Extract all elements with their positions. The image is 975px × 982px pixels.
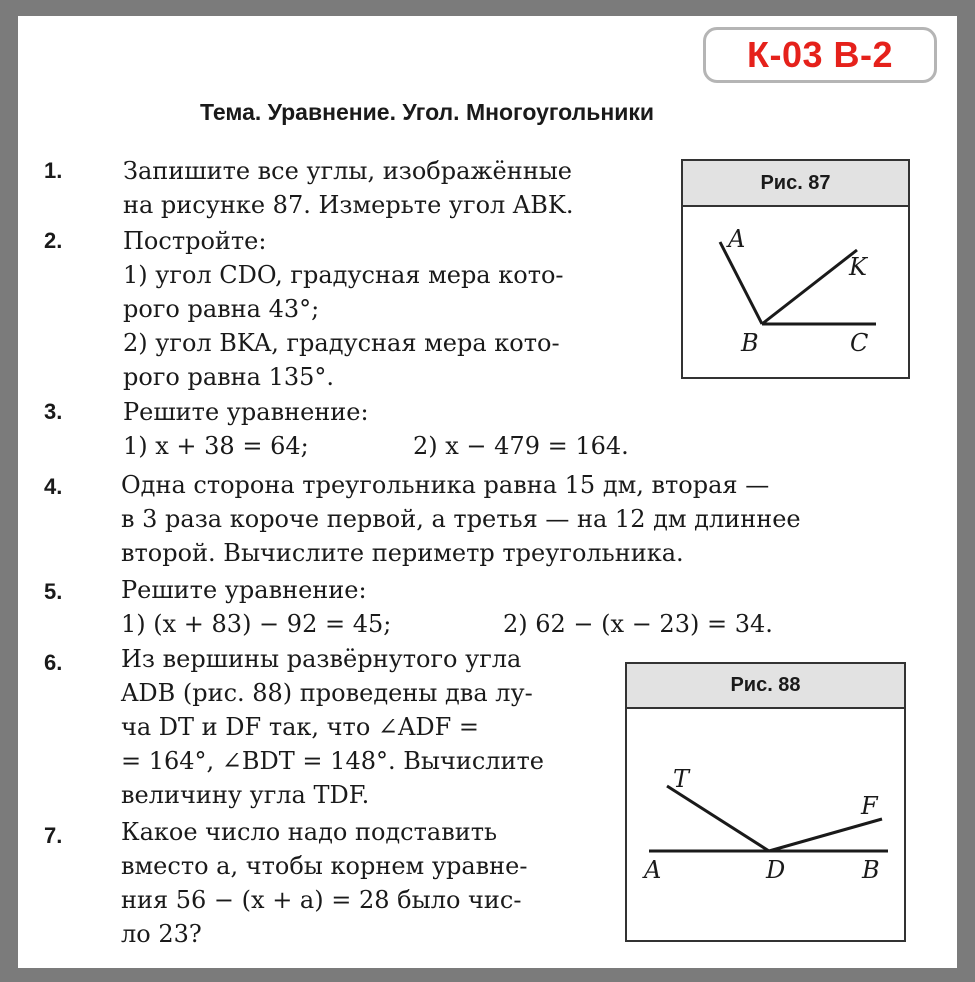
label-f: F — [861, 792, 878, 820]
figure-88-diagram — [627, 664, 904, 940]
task-7-line-3: ния 56 − (x + a) = 28 было чис- — [121, 886, 522, 914]
task-5-line-1: Решите уравнение: — [121, 576, 367, 604]
task-5-equation-2: 2) 62 − (x − 23) = 34. — [503, 610, 773, 638]
page-title: Тема. Уравнение. Угол. Многоугольники — [200, 99, 655, 125]
task-6-line-5: величину угла TDF. — [121, 781, 370, 809]
ray-df — [769, 819, 882, 851]
label-d: D — [766, 856, 786, 884]
label-b: B — [741, 329, 759, 357]
task-number: 6. — [44, 650, 63, 675]
figure-88-title: Рис. 88 — [627, 664, 904, 709]
task-7-line-1: Какое число надо подставить — [121, 818, 498, 846]
task-1-line-2: на рисунке 87. Измерьте угол ABK. — [123, 191, 574, 219]
task-1-line-1: Запишите все углы, изображённые — [123, 157, 572, 185]
task-number: 2. — [44, 228, 63, 253]
figure-87 — [681, 159, 910, 379]
task-number: 7. — [44, 823, 63, 848]
ray-dt — [667, 786, 769, 851]
label-c: C — [850, 329, 869, 357]
task-4-line-2: в 3 раза короче первой, а третья — на 12 дм длиннее — [121, 505, 801, 533]
variant-badge: К-03 В-2 — [703, 27, 937, 83]
task-2-line-5: рого равна 135°. — [123, 363, 335, 391]
figure-87-diagram — [683, 161, 908, 377]
task-5-equation-1: 1) (x + 83) − 92 = 45; — [121, 610, 392, 638]
task-7-line-4: ло 23? — [121, 920, 202, 948]
task-3-equation-1: 1) x + 38 = 64; — [123, 432, 309, 460]
task-number: 4. — [44, 474, 63, 499]
task-number: 3. — [44, 399, 63, 424]
ray-ba — [720, 242, 762, 324]
task-2-line-2: 1) угол CDO, градусная мера кото- — [123, 261, 564, 289]
task-3-line-1: Решите уравнение: — [123, 398, 369, 426]
task-2-line-1: Постройте: — [123, 227, 267, 255]
task-number: 1. — [44, 158, 63, 183]
task-6-line-3: ча DT и DF так, что ∠ADF = — [121, 713, 479, 741]
task-3-equation-2: 2) x − 479 = 164. — [413, 432, 629, 460]
task-2-line-4: 2) угол BKA, градусная мера кото- — [123, 329, 560, 357]
task-2-line-3: рого равна 43°; — [123, 295, 320, 323]
task-4-line-3: второй. Вычислите периметр треугольника. — [121, 539, 684, 567]
label-a: A — [644, 856, 662, 884]
task-6-line-2: ADB (рис. 88) проведены два лу- — [121, 679, 533, 707]
task-4-line-1: Одна сторона треугольника равна 15 дм, вторая — — [121, 471, 770, 499]
label-t: T — [673, 765, 690, 793]
task-7-line-2: вместо a, чтобы корнем уравне- — [121, 852, 528, 880]
task-6-line-1: Из вершины развёрнутого угла — [121, 645, 522, 673]
task-6-line-4: = 164°, ∠BDT = 148°. Вычислите — [121, 747, 544, 775]
figure-87-title: Рис. 87 — [683, 161, 908, 207]
label-a: A — [728, 225, 746, 253]
label-k: K — [849, 253, 867, 281]
label-b: B — [862, 856, 880, 884]
figure-88 — [625, 662, 906, 942]
task-number: 5. — [44, 579, 63, 604]
ray-bk — [762, 250, 857, 324]
